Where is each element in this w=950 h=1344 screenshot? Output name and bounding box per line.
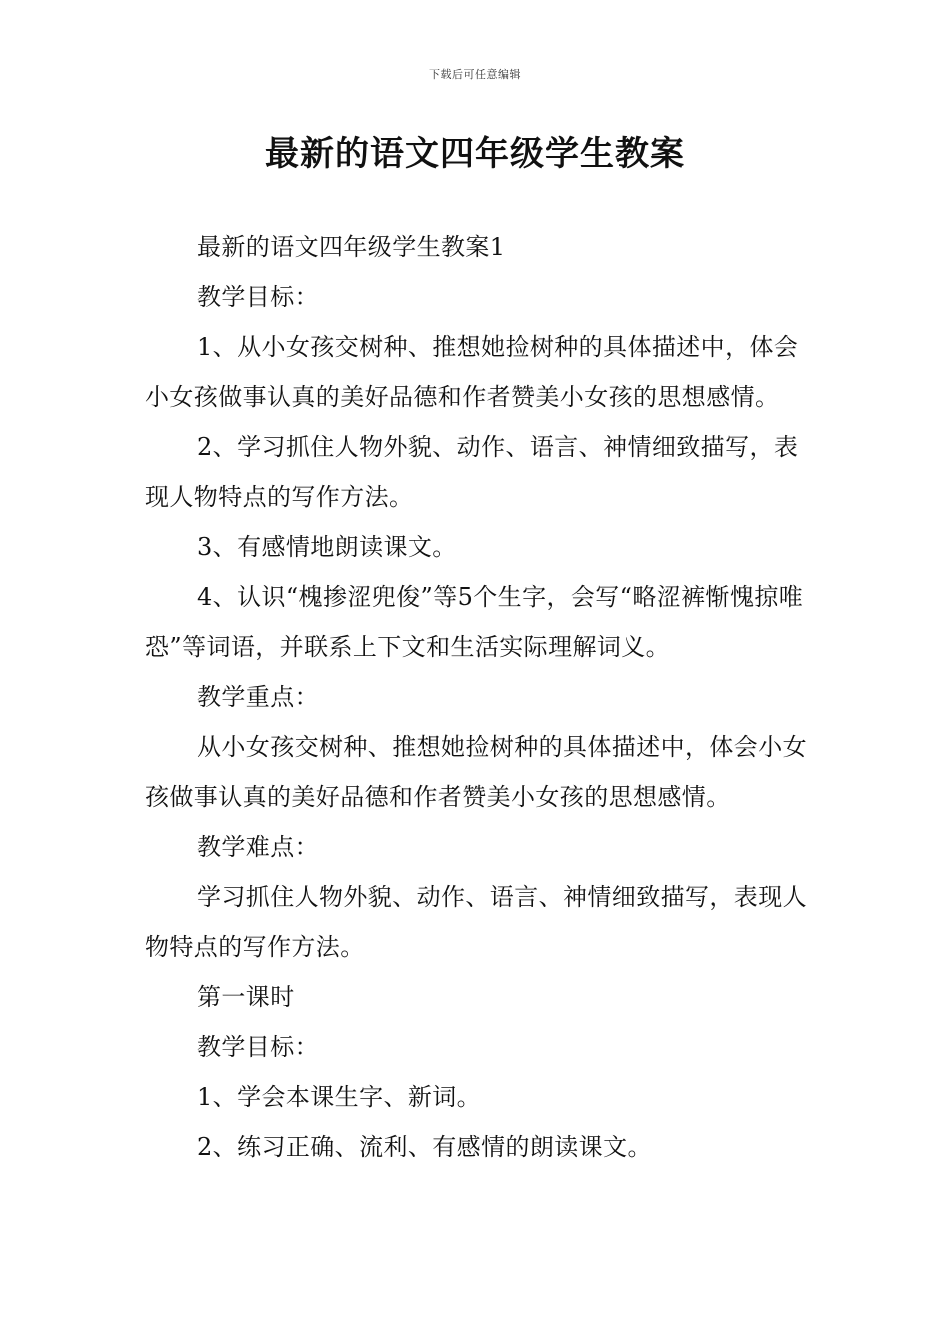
heading-key-points: 教学重点： [197, 683, 319, 711]
difficulties-text: 学习抓住人物外貌、动作、语言、神情细致描写，表现人物特点的写作方法。 [145, 883, 807, 961]
period-objective-item-2: 2、练习正确、流利、有感情的朗读课文。 [197, 1133, 652, 1161]
document-body [145, 222, 810, 1172]
heading-difficulties: 教学难点： [197, 833, 319, 861]
key-points-text: 从小女孩交树种、推想她捡树种的具体描述中，体会小女孩做事认真的美好品德和作者赞美小女孩的思想感情。 [145, 733, 807, 811]
heading-teaching-objectives: 教学目标： [197, 283, 319, 311]
heading-period-objectives: 教学目标： [197, 1033, 319, 1061]
header-note: 下载后可任意编辑 [429, 68, 521, 81]
objective-item-2: 2、学习抓住人物外貌、动作、语言、神情细致描写，表现人物特点的写作方法。 [145, 433, 799, 511]
objective-item-3: 3、有感情地朗读课文。 [197, 533, 457, 561]
section-heading-lesson-1: 最新的语文四年级学生教案1 [197, 233, 506, 261]
objective-item-4: 4、认识“槐掺涩兜俊”等5个生字，会写“略涩裤惭愧掠唯恐”等词语，并联系上下文和生活实际理解词义。 [145, 583, 804, 661]
objective-item-1: 1、从小女孩交树种、推想她捡树种的具体描述中，体会小女孩做事认真的美好品德和作者赞美小女孩的思想感情。 [145, 333, 799, 411]
document-title: 最新的语文四年级学生教案 [265, 134, 685, 174]
heading-first-period: 第一课时 [197, 983, 295, 1011]
period-objective-item-1: 1、学会本课生字、新词。 [197, 1083, 482, 1111]
